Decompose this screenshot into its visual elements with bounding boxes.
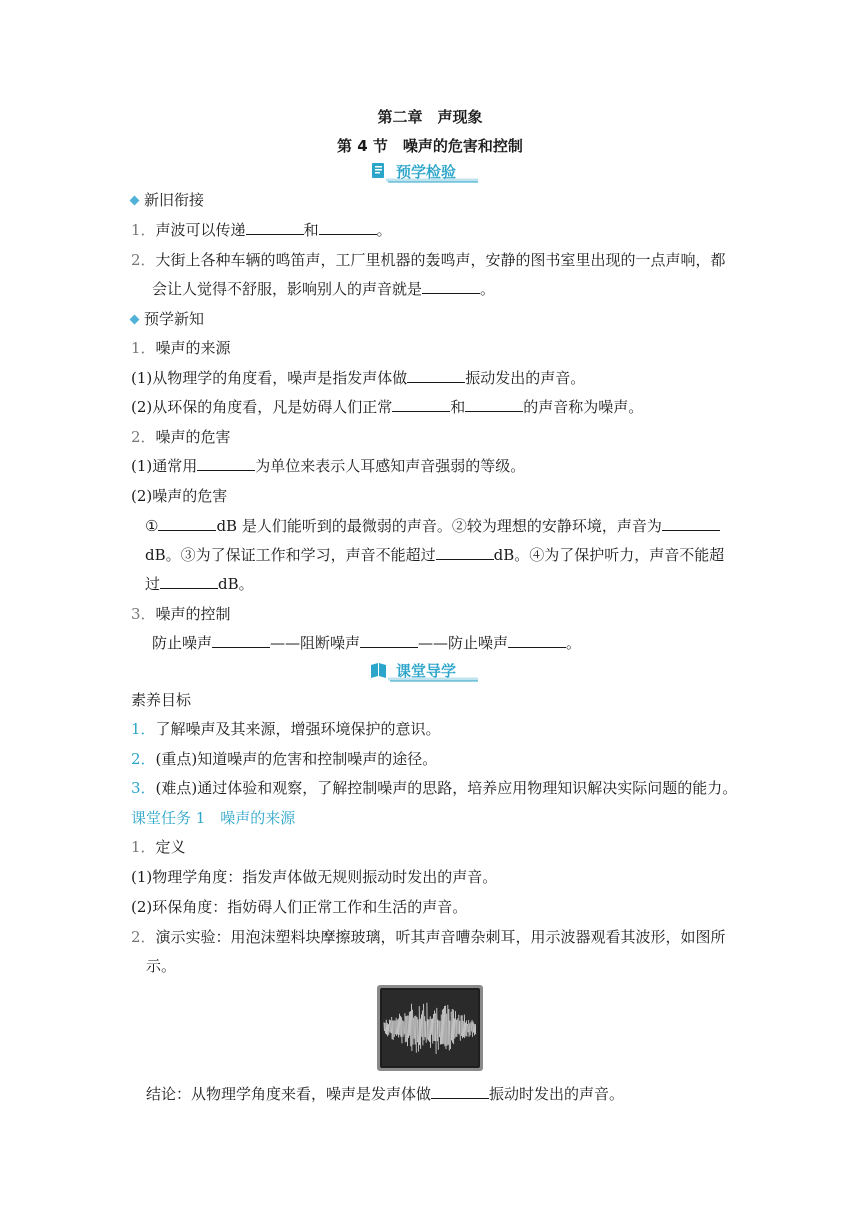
- answer-blank[interactable]: [360, 633, 418, 648]
- section-title: 第 4 节 噪声的危害和控制: [337, 137, 523, 155]
- question-1: 1．声波可以传递 和 。: [131, 221, 392, 239]
- item-2-2: (2)噪声的危害: [131, 487, 228, 505]
- answer-blank[interactable]: [392, 397, 450, 412]
- item-2-1: (1)通常用 为单位来表示人耳感知声音强弱的等级。: [131, 457, 526, 475]
- answer-blank[interactable]: [508, 633, 566, 648]
- harm-line-1: ① dB 是人们能听到的最微弱的声音。②较为理想的安静环境，声音为: [145, 516, 720, 536]
- definition-2: (2)环保角度：指妨碍人们正常工作和生活的声音。: [131, 898, 468, 916]
- diamond-icon: [130, 315, 140, 325]
- conclusion: 结论：从物理学角度来看，噪声是发声体做 振动时发出的声音。: [146, 1085, 625, 1103]
- definition-title: 1．定义: [131, 838, 186, 856]
- answer-blank[interactable]: [407, 368, 465, 383]
- answer-blank[interactable]: [246, 220, 304, 235]
- answer-blank[interactable]: [662, 516, 720, 531]
- answer-blank[interactable]: [319, 220, 377, 235]
- harm-line-2: dB。③为了保证工作和学习，声音不能超过 dB。④为了保护听力，声音不能超: [145, 546, 725, 564]
- answer-blank[interactable]: [158, 516, 216, 531]
- item-1-1: (1)从物理学的角度看，噪声是指发声体做 振动发出的声音。: [131, 369, 586, 387]
- preview-heading: 预学新知: [131, 309, 204, 329]
- task-1-title: 课堂任务 1 噪声的来源: [131, 809, 296, 827]
- answer-blank[interactable]: [465, 397, 523, 412]
- question-2-line2: 会让人觉得不舒服，影响别人的声音就是 。: [152, 280, 496, 298]
- answer-blank[interactable]: [212, 633, 270, 648]
- goal-heading: 素养目标: [131, 691, 192, 709]
- answer-blank[interactable]: [422, 279, 480, 294]
- definition-1: (1)物理学角度：指发声体做无规则振动时发出的声音。: [131, 868, 498, 886]
- diamond-icon: [130, 196, 140, 206]
- banner-preview-check: [370, 160, 480, 184]
- goal-2: 2．(重点)知道噪声的危害和控制噪声的途径。: [131, 750, 438, 768]
- question-2-line1: 2．大街上各种车辆的鸣笛声，工厂里机器的轰鸣声，安静的图书室里出现的一点声响，都: [131, 251, 726, 269]
- harm-line-3: 过 dB。: [145, 575, 254, 593]
- banner-class-guide-label: 课堂导学: [396, 662, 457, 680]
- subsection-1-title: 1．噪声的来源: [131, 339, 231, 357]
- goal-1: 1．了解噪声及其来源，增强环境保护的意识。: [131, 720, 441, 738]
- banner-class-guide: [370, 659, 480, 683]
- noise-waveform-image: [377, 985, 483, 1071]
- banner-preview-check-label: 预学检验: [396, 163, 457, 181]
- answer-blank[interactable]: [436, 545, 494, 560]
- answer-blank[interactable]: [431, 1084, 489, 1099]
- old-new-heading: 新旧衔接: [131, 190, 204, 210]
- subsection-2-title: 2．噪声的危害: [131, 428, 231, 446]
- chapter-title: 第二章 声现象: [377, 108, 483, 126]
- subsection-3-title: 3．噪声的控制: [131, 605, 231, 623]
- answer-blank[interactable]: [160, 574, 218, 589]
- goal-3: 3．(难点)通过体验和观察，了解控制噪声的思路，培养应用物理知识解决实际问题的能力。: [131, 779, 738, 797]
- control-line: 防止噪声 ——阻断噪声 ——防止噪声 。: [152, 634, 582, 652]
- demo-line-1: 2．演示实验：用泡沫塑料块摩擦玻璃，听其声音嘈杂刺耳，用示波器观看其波形，如图所: [131, 928, 726, 946]
- item-1-2: (2)从环保的角度看，凡是妨碍人们正常 和 的声音称为噪声。: [131, 398, 644, 416]
- answer-blank[interactable]: [197, 456, 255, 471]
- demo-line-2: 示。: [146, 957, 177, 975]
